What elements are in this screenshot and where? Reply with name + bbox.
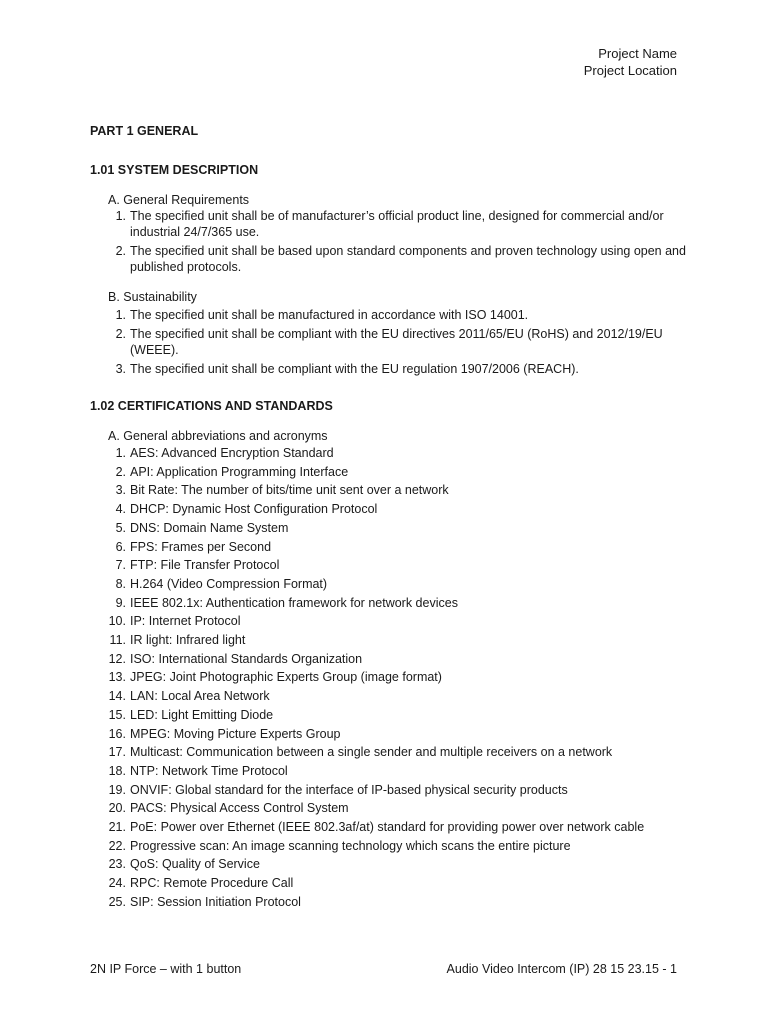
item-number: 16. [108, 726, 126, 741]
list-item [90, 538, 690, 557]
list-item [90, 687, 690, 706]
item-text: NTP: Network Time Protocol [130, 763, 288, 778]
list-item [90, 762, 690, 781]
item-text: LAN: Local Area Network [130, 689, 270, 704]
item-number: 23. [108, 857, 126, 872]
list-item [90, 799, 690, 818]
item-text: Bit Rate: The number of bits/time unit sent over a network [130, 483, 449, 498]
sustainability-list [90, 307, 690, 377]
list-item [90, 500, 690, 519]
page-footer [90, 962, 677, 976]
list-item: 1. The specified unit shall be manufactured in accordance with ISO 14001. [115, 308, 529, 322]
item-text: Multicast: Communication between a single sender and multiple receivers on a network [130, 745, 613, 760]
item-text: API: Application Programming Interface [130, 464, 349, 479]
list-item [90, 874, 690, 893]
item-number: 3. [115, 483, 126, 498]
item-number: 19. [108, 782, 126, 797]
item-number: 9. [115, 595, 126, 610]
list-item [90, 650, 690, 669]
general-requirements-list [90, 208, 690, 275]
item-number: 18. [108, 763, 126, 778]
item-text: JPEG: Joint Photographic Experts Group (image format) [130, 670, 442, 685]
item-number: 5. [115, 520, 126, 535]
section-title-1-02: 1.02 CERTIFICATIONS AND STANDARDS [90, 399, 333, 413]
item-number: 12. [108, 651, 126, 666]
project-location: Project Location [583, 63, 677, 78]
item-text: SIP: Session Initiation Protocol [130, 894, 301, 909]
item-number: 4. [115, 502, 126, 517]
item-number: 21. [108, 820, 126, 835]
item-text: Progressive scan: An image scanning technology which scans the entire picture [130, 838, 571, 853]
list-item [90, 743, 690, 762]
item-number: 10. [108, 614, 126, 629]
item-text: MPEG: Moving Picture Experts Group [130, 726, 341, 741]
item-number: 6. [115, 539, 126, 554]
subsection-general-requirements: A. General Requirements [108, 193, 250, 207]
list-item: 1. The specified unit shall be of manufacturer’s official product line, designed for commercial and/or industrial 24/7/365 use. [115, 209, 664, 239]
page-header [584, 45, 677, 79]
item-text: FPS: Frames per Second [130, 539, 272, 554]
list-item [90, 463, 690, 482]
item-number: 15. [108, 707, 126, 722]
list-item [90, 855, 690, 874]
item-number: 11. [109, 633, 126, 648]
item-number: 8. [115, 576, 126, 591]
item-text: IEEE 802.1x: Authentication framework for network devices [130, 595, 458, 610]
item-text: QoS: Quality of Service [130, 857, 260, 872]
subsection-sustainability: B. Sustainability [108, 290, 197, 304]
item-text: IP: Internet Protocol [130, 614, 241, 629]
list-item [90, 781, 690, 800]
list-item [90, 631, 690, 650]
list-item [90, 893, 690, 912]
list-item [90, 706, 690, 725]
item-text: FTP: File Transfer Protocol [130, 558, 280, 573]
item-text: ISO: International Standards Organization [130, 651, 363, 666]
item-text: H.264 (Video Compression Format) [130, 576, 328, 591]
section-title-1-01: 1.01 SYSTEM DESCRIPTION [90, 163, 259, 177]
project-name: Project Name [598, 46, 677, 61]
item-number: 20. [108, 801, 126, 816]
item-number: 22. [108, 838, 126, 853]
list-item [90, 668, 690, 687]
list-item [90, 481, 690, 500]
item-number: 14. [108, 689, 126, 704]
abbreviations-list [90, 444, 690, 912]
footer-product: 2N IP Force – with 1 button [90, 962, 242, 976]
list-item: 2. The specified unit shall be compliant with the EU directives 2011/65/EU (RoHS) and 2012/19/EU (WEEE). [115, 327, 663, 357]
item-text: PACS: Physical Access Control System [130, 801, 349, 816]
item-text: DNS: Domain Name System [130, 520, 289, 535]
list-item: 3. The specified unit shall be compliant with the EU regulation 1907/2006 (REACH). [115, 362, 579, 376]
list-item: 2. The specified unit shall be based upon standard components and proven technology using open and published protocols. [115, 244, 686, 274]
item-text: DHCP: Dynamic Host Configuration Protocol [130, 502, 378, 517]
item-text: ONVIF: Global standard for the interface of IP-based physical security products [130, 782, 568, 797]
item-text: PoE: Power over Ethernet (IEEE 802.3af/at) standard for providing power over network cable [130, 820, 645, 835]
item-text: AES: Advanced Encryption Standard [130, 446, 334, 460]
item-number: 17. [108, 745, 126, 760]
list-item [90, 818, 690, 837]
item-number: 7. [115, 558, 126, 573]
item-number: 13. [108, 670, 126, 685]
list-item [90, 575, 690, 594]
list-item [90, 556, 690, 575]
footer-section-number: Audio Video Intercom (IP) 28 15 23.15 - 1 [446, 962, 677, 976]
item-number: 2. [115, 464, 126, 479]
list-item [90, 519, 690, 538]
item-text: LED: Light Emitting Diode [130, 707, 274, 722]
item-number: 25. [108, 894, 126, 909]
list-item [90, 837, 690, 856]
list-item [90, 725, 690, 744]
item-number: 24. [108, 876, 126, 891]
subsection-abbreviations: A. General abbreviations and acronyms [108, 429, 328, 443]
item-text: RPC: Remote Procedure Call [130, 876, 294, 891]
item-text: IR light: Infrared light [130, 633, 246, 648]
list-item [90, 444, 690, 463]
document-body [90, 124, 690, 912]
part-title: PART 1 GENERAL [90, 124, 199, 138]
list-item [90, 594, 690, 613]
list-item [90, 612, 690, 631]
item-number: 1. [115, 446, 126, 460]
